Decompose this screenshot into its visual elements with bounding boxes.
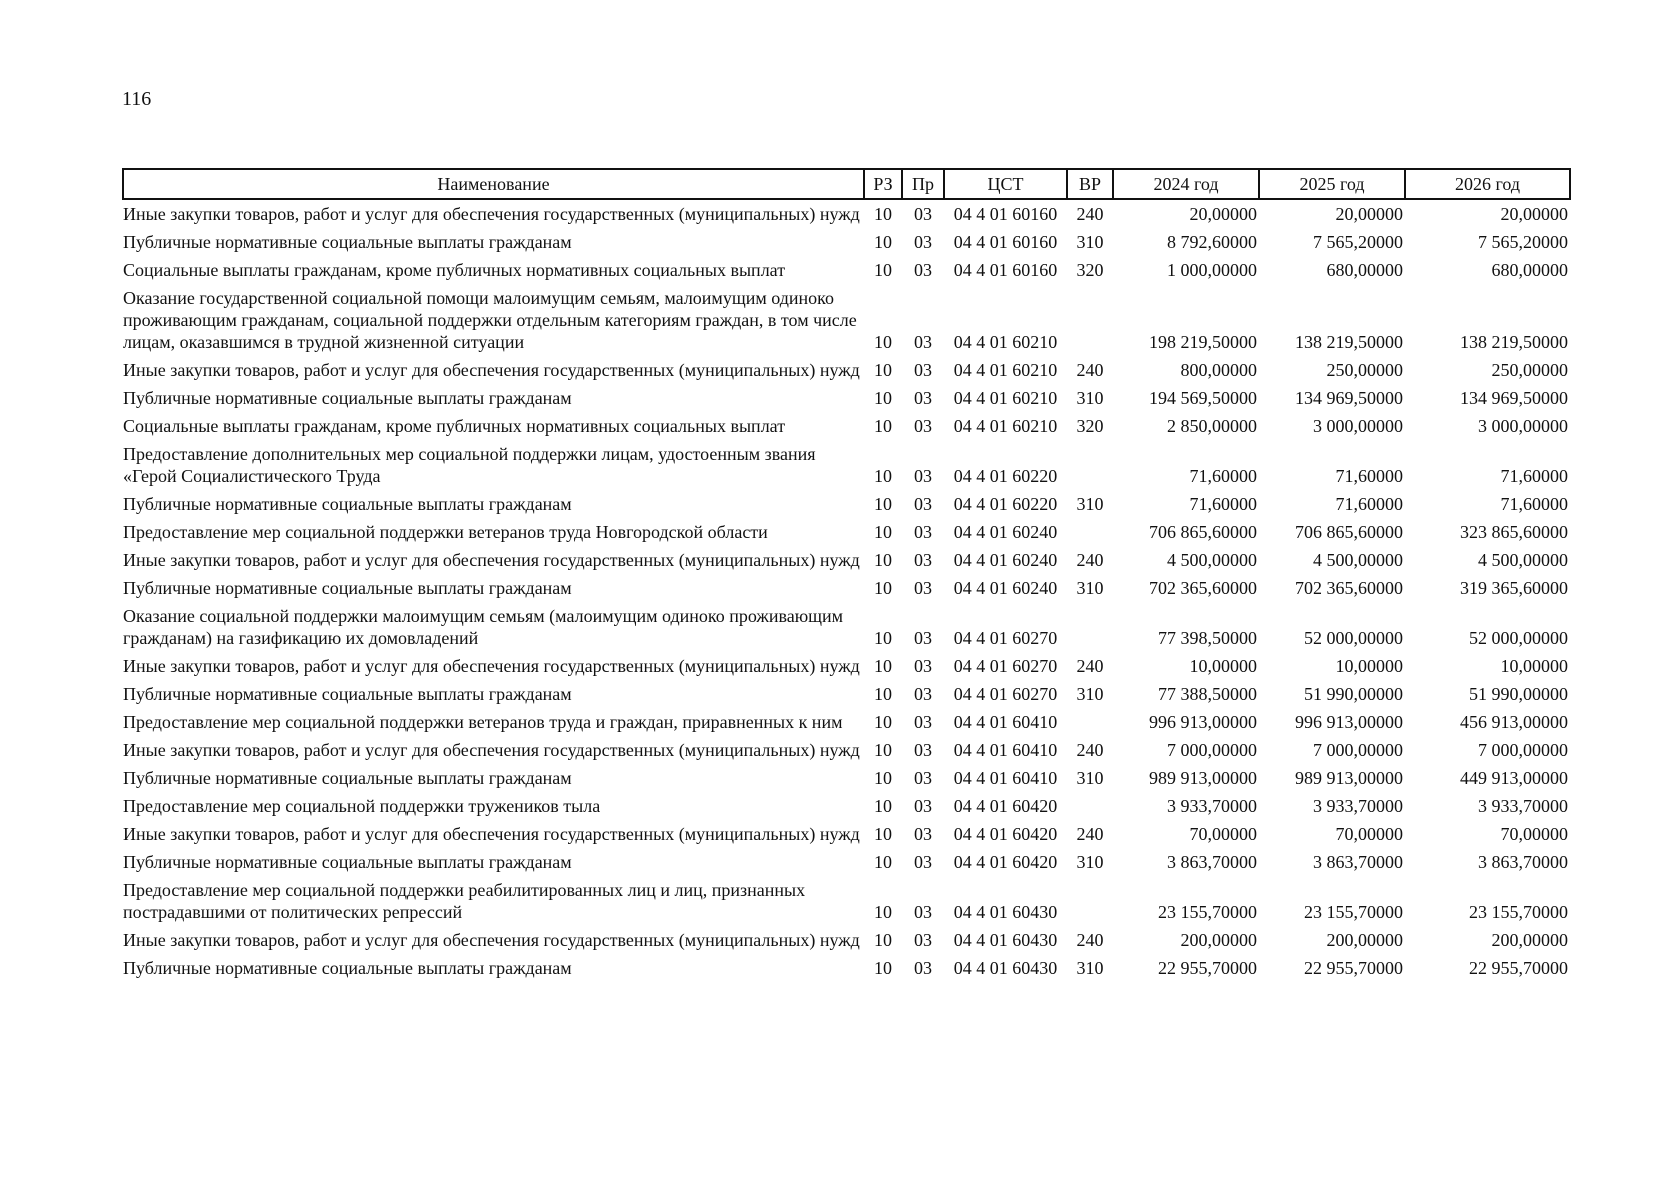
table-row [123,199,1570,228]
cell-vr [1067,876,1113,926]
cell-vr: 310 [1076,388,1104,408]
table-row [123,926,1570,954]
cell-name: Предоставление дополнительных мер социальной поддержки лицам, удостоенным звания «Герой Социалистического Труда [123,444,816,486]
page-number: 116 [122,88,152,110]
cell-vr: 310 [1076,768,1104,788]
cell-vr: 310 [1076,578,1104,598]
cell-vr [1067,440,1113,490]
cell-name: Публичные нормативные социальные выплаты гражданам [123,684,572,704]
table-row [123,356,1570,384]
cell-2026: 71,60000 [1500,494,1568,514]
cell-2024: 194 569,50000 [1149,388,1257,408]
cell-2025: 71,60000 [1335,466,1403,486]
table-row [123,284,1570,356]
cell-rz: 10 [874,388,892,408]
cell-2024: 77 398,50000 [1158,628,1257,648]
cell-2024: 77 388,50000 [1158,684,1257,704]
cell-pr: 03 [914,494,932,514]
cell-2024: 22 955,70000 [1158,958,1257,978]
cell-2026: 7 565,20000 [1478,232,1568,252]
cell-2025: 706 865,60000 [1295,522,1403,542]
cell-vr: 310 [1076,494,1104,514]
cell-2025: 71,60000 [1335,494,1403,514]
cell-rz: 10 [874,360,892,380]
cell-2025: 4 500,00000 [1313,550,1403,570]
cell-name: Предоставление мер социальной поддержки ветеранов труда и граждан, приравненных к ним [123,712,843,732]
cell-pr: 03 [914,902,932,922]
table-row [123,256,1570,284]
cell-cst: 04 4 01 60410 [953,740,1058,760]
cell-2024: 8 792,60000 [1167,232,1257,252]
cell-2025: 22 955,70000 [1304,958,1403,978]
cell-rz: 10 [874,232,892,252]
cell-2026: 70,00000 [1500,824,1568,844]
table-row [123,708,1570,736]
cell-2025: 250,00000 [1326,360,1403,380]
cell-name: Оказание социальной поддержки малоимущим семьям (малоимущим одиноко проживающим гражданам) на газификацию их домовладений [123,606,844,648]
cell-pr: 03 [914,522,932,542]
cell-2024: 989 913,00000 [1149,768,1257,788]
cell-name: Оказание государственной социальной помощи малоимущим семьям, малоимущим одиноко проживающим гражданам, социальной поддержки отдельным категориям граждан, в том числе лицам, оказавшимся в трудной жизненной ситуации [123,288,857,352]
cell-rz: 10 [874,740,892,760]
table-row [123,412,1570,440]
cell-cst: 04 4 01 60420 [953,852,1058,872]
cell-name: Иные закупки товаров, работ и услуг для обеспечения государственных (муниципальных) нужд [123,824,860,844]
cell-name: Публичные нормативные социальные выплаты гражданам [123,768,572,788]
cell-rz: 10 [874,628,892,648]
cell-2026: 680,00000 [1491,260,1568,280]
cell-name: Публичные нормативные социальные выплаты гражданам [123,578,572,598]
cell-2024: 4 500,00000 [1167,550,1257,570]
cell-2024: 3 933,70000 [1167,796,1257,816]
cell-2026: 134 969,50000 [1460,388,1568,408]
cell-2025: 680,00000 [1326,260,1403,280]
cell-vr: 240 [1076,360,1104,380]
cell-rz: 10 [874,902,892,922]
cell-vr: 310 [1076,958,1104,978]
table-header-row [123,169,1570,199]
cell-2025: 138 219,50000 [1295,332,1403,352]
cell-name: Предоставление мер социальной поддержки тружеников тыла [123,796,601,816]
cell-2026: 10,00000 [1500,656,1568,676]
cell-2024: 1 000,00000 [1167,260,1257,280]
cell-cst: 04 4 01 60420 [953,824,1058,844]
cell-rz: 10 [874,958,892,978]
cell-pr: 03 [914,578,932,598]
cell-2026: 456 913,00000 [1460,712,1568,732]
cell-vr: 240 [1076,550,1104,570]
cell-name: Предоставление мер социальной поддержки ветеранов труда Новгородской области [123,522,768,542]
cell-pr: 03 [914,628,932,648]
table-row [123,518,1570,546]
header-pr: Пр [902,169,944,199]
cell-2026: 20,00000 [1500,204,1568,224]
cell-2025: 996 913,00000 [1295,712,1403,732]
cell-2025: 134 969,50000 [1295,388,1403,408]
cell-rz: 10 [874,824,892,844]
cell-rz: 10 [874,494,892,514]
cell-vr: 240 [1076,824,1104,844]
cell-2025: 3 000,00000 [1313,416,1403,436]
table-row [123,848,1570,876]
cell-cst: 04 4 01 60430 [953,930,1058,950]
cell-rz: 10 [874,768,892,788]
cell-pr: 03 [914,388,932,408]
cell-2026: 3 000,00000 [1478,416,1568,436]
cell-pr: 03 [914,684,932,704]
cell-cst: 04 4 01 60220 [953,466,1058,486]
cell-rz: 10 [874,578,892,598]
cell-pr: 03 [914,260,932,280]
cell-name: Публичные нормативные социальные выплаты гражданам [123,494,572,514]
cell-name: Иные закупки товаров, работ и услуг для обеспечения государственных (муниципальных) нужд [123,360,860,380]
header-cst: ЦСТ [944,169,1067,199]
cell-rz: 10 [874,684,892,704]
cell-name: Иные закупки товаров, работ и услуг для обеспечения государственных (муниципальных) нужд [123,550,860,570]
cell-2026: 23 155,70000 [1469,902,1568,922]
cell-2024: 7 000,00000 [1167,740,1257,760]
cell-2024: 23 155,70000 [1158,902,1257,922]
cell-vr [1067,518,1113,546]
cell-pr: 03 [914,232,932,252]
cell-cst: 04 4 01 60220 [953,494,1058,514]
cell-pr: 03 [914,824,932,844]
cell-cst: 04 4 01 60240 [953,522,1058,542]
cell-2026: 7 000,00000 [1478,740,1568,760]
cell-cst: 04 4 01 60160 [953,204,1058,224]
cell-2025: 70,00000 [1335,824,1403,844]
budget-table [122,168,1571,982]
cell-2026: 200,00000 [1491,930,1568,950]
cell-2025: 7 000,00000 [1313,740,1403,760]
cell-rz: 10 [874,466,892,486]
cell-2024: 800,00000 [1180,360,1257,380]
cell-pr: 03 [914,360,932,380]
cell-name: Социальные выплаты гражданам, кроме публичных нормативных социальных выплат [123,260,786,280]
cell-vr: 310 [1076,852,1104,872]
cell-2026: 71,60000 [1500,466,1568,486]
table-row [123,680,1570,708]
cell-cst: 04 4 01 60210 [953,332,1058,352]
cell-rz: 10 [874,204,892,224]
cell-pr: 03 [914,204,932,224]
cell-2025: 702 365,60000 [1295,578,1403,598]
cell-2025: 7 565,20000 [1313,232,1403,252]
cell-2024: 70,00000 [1189,824,1257,844]
cell-cst: 04 4 01 60420 [953,796,1058,816]
table-row [123,652,1570,680]
cell-2026: 319 365,60000 [1460,578,1568,598]
cell-name: Публичные нормативные социальные выплаты гражданам [123,958,572,978]
cell-2025: 3 933,70000 [1313,796,1403,816]
cell-rz: 10 [874,852,892,872]
cell-pr: 03 [914,852,932,872]
cell-2025: 3 863,70000 [1313,852,1403,872]
cell-2025: 23 155,70000 [1304,902,1403,922]
cell-vr: 310 [1076,232,1104,252]
table-row [123,876,1570,926]
cell-pr: 03 [914,958,932,978]
cell-vr [1067,792,1113,820]
cell-vr: 320 [1076,416,1104,436]
table-row [123,384,1570,412]
cell-pr: 03 [914,332,932,352]
cell-name: Публичные нормативные социальные выплаты гражданам [123,852,572,872]
table-row [123,954,1570,982]
table-row [123,820,1570,848]
cell-2024: 200,00000 [1180,930,1257,950]
cell-2026: 22 955,70000 [1469,958,1568,978]
cell-cst: 04 4 01 60160 [953,232,1058,252]
table-row [123,736,1570,764]
cell-vr: 240 [1076,930,1104,950]
cell-2025: 10,00000 [1335,656,1403,676]
cell-rz: 10 [874,930,892,950]
cell-cst: 04 4 01 60430 [953,902,1058,922]
cell-2026: 449 913,00000 [1460,768,1568,788]
cell-2026: 52 000,00000 [1469,628,1568,648]
cell-cst: 04 4 01 60270 [953,684,1058,704]
header-2025: 2025 год [1259,169,1405,199]
cell-cst: 04 4 01 60240 [953,550,1058,570]
header-2026: 2026 год [1405,169,1570,199]
cell-cst: 04 4 01 60240 [953,578,1058,598]
cell-vr [1067,708,1113,736]
cell-vr [1067,602,1113,652]
cell-rz: 10 [874,260,892,280]
cell-name: Предоставление мер социальной поддержки реабилитированных лиц и лиц, признанных пострадавшими от политических репрессий [123,880,806,922]
cell-2024: 71,60000 [1189,466,1257,486]
cell-pr: 03 [914,416,932,436]
header-2024: 2024 год [1113,169,1259,199]
cell-2026: 323 865,60000 [1460,522,1568,542]
cell-vr: 310 [1076,684,1104,704]
header-rz: РЗ [864,169,902,199]
cell-2024: 702 365,60000 [1149,578,1257,598]
cell-2025: 20,00000 [1335,204,1403,224]
cell-2026: 4 500,00000 [1478,550,1568,570]
table-row [123,764,1570,792]
cell-2025: 52 000,00000 [1304,628,1403,648]
header-name: Наименование [123,169,864,199]
cell-cst: 04 4 01 60430 [953,958,1058,978]
cell-cst: 04 4 01 60160 [953,260,1058,280]
table-row [123,602,1570,652]
cell-vr: 240 [1076,204,1104,224]
cell-cst: 04 4 01 60410 [953,712,1058,732]
cell-vr: 240 [1076,740,1104,760]
cell-pr: 03 [914,712,932,732]
cell-2024: 706 865,60000 [1149,522,1257,542]
cell-rz: 10 [874,712,892,732]
table-row [123,228,1570,256]
cell-pr: 03 [914,550,932,570]
cell-pr: 03 [914,930,932,950]
cell-name: Публичные нормативные социальные выплаты гражданам [123,388,572,408]
cell-pr: 03 [914,740,932,760]
cell-name: Иные закупки товаров, работ и услуг для обеспечения государственных (муниципальных) нужд [123,930,860,950]
cell-2025: 51 990,00000 [1304,684,1403,704]
cell-2026: 3 863,70000 [1478,852,1568,872]
cell-vr: 320 [1076,260,1104,280]
table-row [123,574,1570,602]
cell-2026: 250,00000 [1491,360,1568,380]
cell-cst: 04 4 01 60270 [953,656,1058,676]
cell-cst: 04 4 01 60210 [953,360,1058,380]
cell-2024: 996 913,00000 [1149,712,1257,732]
table-body [123,199,1570,982]
cell-2025: 200,00000 [1326,930,1403,950]
cell-2026: 51 990,00000 [1469,684,1568,704]
cell-2024: 3 863,70000 [1167,852,1257,872]
cell-vr [1067,284,1113,356]
cell-2024: 10,00000 [1189,656,1257,676]
cell-name: Иные закупки товаров, работ и услуг для обеспечения государственных (муниципальных) нужд [123,740,860,760]
cell-rz: 10 [874,550,892,570]
cell-2026: 3 933,70000 [1478,796,1568,816]
cell-cst: 04 4 01 60210 [953,388,1058,408]
header-vr: ВР [1067,169,1113,199]
table-row [123,440,1570,490]
cell-rz: 10 [874,796,892,816]
cell-pr: 03 [914,768,932,788]
cell-pr: 03 [914,656,932,676]
cell-2024: 2 850,00000 [1167,416,1257,436]
table-row [123,546,1570,574]
cell-rz: 10 [874,656,892,676]
cell-name: Иные закупки товаров, работ и услуг для обеспечения государственных (муниципальных) нужд [123,656,860,676]
cell-2024: 20,00000 [1189,204,1257,224]
cell-rz: 10 [874,416,892,436]
cell-vr: 240 [1076,656,1104,676]
cell-2024: 198 219,50000 [1149,332,1257,352]
cell-2025: 989 913,00000 [1295,768,1403,788]
cell-name: Социальные выплаты гражданам, кроме публичных нормативных социальных выплат [123,416,786,436]
cell-rz: 10 [874,332,892,352]
cell-name: Публичные нормативные социальные выплаты гражданам [123,232,572,252]
cell-pr: 03 [914,796,932,816]
cell-2026: 138 219,50000 [1460,332,1568,352]
cell-2024: 71,60000 [1189,494,1257,514]
cell-name: Иные закупки товаров, работ и услуг для обеспечения государственных (муниципальных) нужд [123,204,860,224]
cell-pr: 03 [914,466,932,486]
table-row [123,490,1570,518]
cell-cst: 04 4 01 60410 [953,768,1058,788]
cell-cst: 04 4 01 60210 [953,416,1058,436]
cell-rz: 10 [874,522,892,542]
table-row [123,792,1570,820]
cell-cst: 04 4 01 60270 [953,628,1058,648]
